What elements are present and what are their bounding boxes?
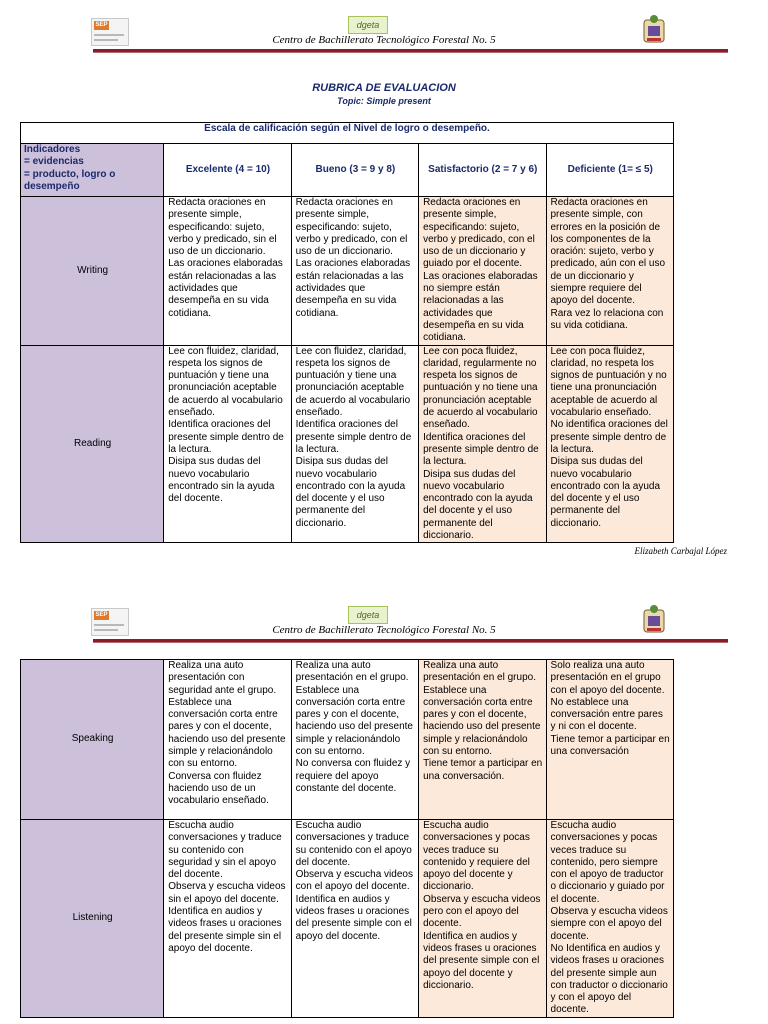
skill-label: Listening (21, 820, 164, 1018)
criteria-cell: Escucha audio conversaciones y pocas veces traduce su contenido, pero siempre con el apoyo de traductor o diccionario y guiado por el docente. Observa y escucha videos siempre con el apoyo del docente. No Identifica en audios y videos frases u oraciones del presente simple aun con traductor o diccionario y con el apoyo del docente. (546, 820, 673, 1018)
table-row (21, 197, 674, 346)
criteria-cell: Lee con fluidez, claridad, respeta los signos de puntuación y tiene una pronunciación aceptable de acuerdo al vocabulario enseñado. Identifica oraciones del presente simple dentro de la lectura. Disipa sus dudas del nuevo vocabulario encontrado con la ayuda del docente y el uso permanente del diccionario. (291, 345, 418, 543)
table-title: Escala de calificación según el Nivel de logro o desempeño. (21, 123, 674, 144)
criteria-cell: Lee con fluidez, claridad, respeta los signos de puntuación y tiene una pronunciación aceptable de acuerdo al vocabulario enseñado. Identifica oraciones del presente simple dentro de la lectura. Disipa sus dudas del nuevo vocabulario encontrado sin la ayuda del docente. (164, 345, 291, 543)
page-header (0, 14, 768, 66)
table-row (21, 660, 674, 820)
level-header-deficiente: Deficiente (1= ≤ 5) (546, 144, 674, 197)
criteria-cell: Lee con poca fluidez, claridad, no respeta los signos de puntuación y no tiene una pronunciación aceptable de acuerdo al vocabulario enseñado. No identifica oraciones del presente simple dentro de la lectura. Disipa sus dudas del nuevo vocabulario encontrado con la ayuda del docente y el uso permanente del diccionario. (546, 345, 674, 543)
criteria-cell: Redacta oraciones en presente simple, especificando: sujeto, verbo y predicado, con el uso de un diccionario. Las oraciones elaboradas están relacionadas a las actividades que desempeña en su vida cotidiana. (291, 197, 418, 346)
level-header-bueno: Bueno (3 = 9 y 8) (291, 144, 418, 197)
table-row (21, 345, 674, 543)
author-name: Elizabeth Carbajal López (634, 546, 727, 556)
criteria-cell: Solo realiza una auto presentación en el grupo con el apoyo del docente. No establece una conversación entre pares y ni con el docente. Tiene temor a participar en una conversación (546, 660, 673, 820)
criteria-cell: Escucha audio conversaciones y traduce su contenido con seguridad y sin el apoyo del docente. Observa y escucha videos sin el apoyo del docente. Identifica en audios y videos frases u oraciones del presente simple sin el apoyo del docente. (164, 820, 291, 1018)
level-header-excelente: Excelente (4 = 10) (164, 144, 291, 197)
institution-name: Centro de Bachillerato Tecnológico Forestal No. 5 (272, 34, 496, 46)
sep-logo-text: SEP (95, 22, 108, 28)
criteria-cell: Escucha audio conversaciones y pocas veces traduce su contenido y requiere del apoyo del docente y diccionario. Observa y escucha videos pero con el apoyo del docente. Identifica en audios y videos frases u oraciones del presente simple con el apoyo del docente y diccionario. (419, 820, 546, 1018)
table-row (21, 820, 674, 1018)
header-divider (93, 639, 728, 643)
document-title: RUBRICA DE EVALUACION (312, 82, 456, 94)
document-topic: Topic: Simple present (337, 96, 431, 106)
dgeta-logo: dgeta (348, 606, 388, 624)
criteria-cell: Redacta oraciones en presente simple, con errores en la posición de los componentes de la oración: sujeto, verbo y predicado, aún con el uso de un diccionario y siempre requiere del apoyo del docente. Rara vez lo relaciona con su vida cotidiana. (546, 197, 674, 346)
criteria-cell: Escucha audio conversaciones y traduce su contenido con el apoyo del docente. Observa y escucha videos con el apoyo del docente. Identifica en audios y videos frases u oraciones del presente simple con el apoyo del docente. (291, 820, 418, 1018)
rubric-table-continued (20, 659, 674, 1018)
criteria-cell: Realiza una auto presentación en el grupo. Establece una conversación corta entre pares y con el docente, haciendo uso del presente simple y relacionándolo con su entorno. Tiene temor a participar en una conversación. (419, 660, 546, 820)
skill-label: Speaking (21, 660, 164, 820)
criteria-cell: Redacta oraciones en presente simple, especificando: sujeto, verbo y predicado, sin el uso de un diccionario. Las oraciones elaboradas están relacionadas a las actividades que desempeña en su vida cotidiana. (164, 197, 291, 346)
institution-name: Centro de Bachillerato Tecnológico Forestal No. 5 (272, 624, 496, 636)
indicator-header: Indicadores = evidencias = producto, logro o desempeño (21, 144, 164, 197)
criteria-cell: Realiza una auto presentación en el grupo. Establece una conversación corta entre pares y con el docente, haciendo uso del presente simple y relacionándolo con su entorno. No conversa con fluidez y requiere del apoyo constante del docente. (291, 660, 418, 820)
criteria-cell: Redacta oraciones en presente simple, especificando: sujeto, verbo y predicado, con el uso de un diccionario y guiado por el docente. Las oraciones elaboradas no siempre están relacionadas a las actividades que desempeña en su vida cotidiana. (419, 197, 546, 346)
criteria-cell: Realiza una auto presentación con seguridad ante el grupo. Establece una conversación corta entre pares y con el docente, haciendo uso del presente simple y relacionándolo con su entorno. Conversa con fluidez haciendo uso de un vocabulario enseñado. (164, 660, 291, 820)
header-divider (93, 49, 728, 53)
page-header (0, 604, 768, 656)
level-header-satisfactorio: Satisfactorio (2 = 7 y 6) (419, 144, 546, 197)
rubric-table (20, 122, 674, 543)
skill-label: Writing (21, 197, 164, 346)
skill-label: Reading (21, 345, 164, 543)
dgeta-logo: dgeta (348, 16, 388, 34)
criteria-cell: Lee con poca fluidez, claridad, regularmente no respeta los signos de puntuación y no tiene una pronunciación aceptable de acuerdo al vocabulario enseñado. Identifica oraciones del presente simple dentro de la lectura. Disipa sus dudas del nuevo vocabulario encontrado con la ayuda del docente y el uso permanente del diccionario. (419, 345, 546, 543)
sep-logo-text: SEP (95, 612, 108, 618)
